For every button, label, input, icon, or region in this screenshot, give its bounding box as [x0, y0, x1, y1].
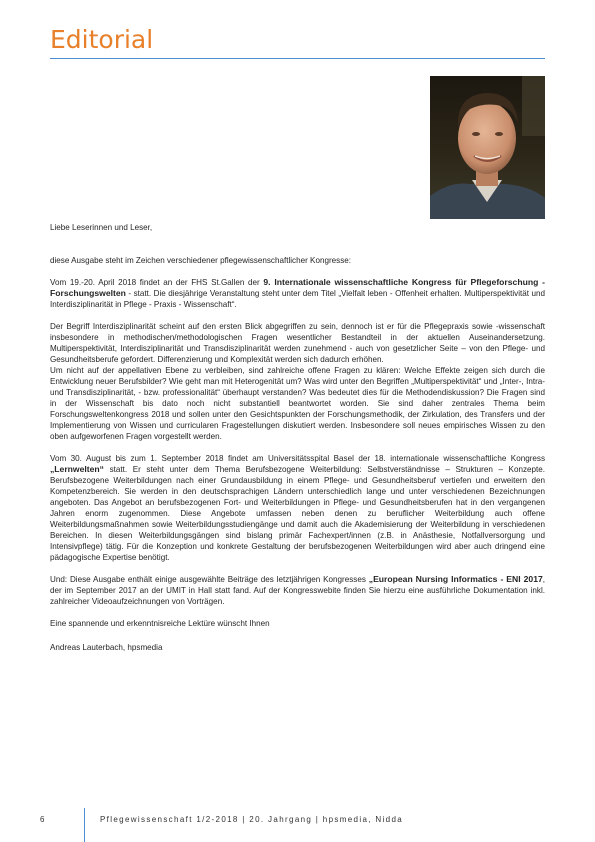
- running-footer: Pflegewissenschaft 1/2-2018 | 20. Jahrgang | hpsmedia, Nidda: [100, 815, 404, 824]
- paragraph-text: statt. Er steht unter dem Thema Berufsbezogene Weiterbildung: Selbstverständnisse – Strukturen – Konzepte. Berufsbezogene Weiterbildungen nach einer Grundausbildung in einem Pflege- und Gesundheitsberuf vertiefen und erweitern den Kompetenzbereich. Sie werden in den deutschsprachigen Ländern unterschiedlich lange und unter verschiedenen Bezeichnungen angeboten. Das Angebot an berufsbezogenen Fort- und Weiterbildungen in Pflege- und Gesundheitsberufen hat in den vergangenen Jahren enorm zugenommen. Diese Angebote umfassen neben denen zu beruflicher Weiterbildung auch offene Weiterbildungsmaßnahmen sowie Weiterbildungsstudiengänge und damit auch die Akademisierung der Weiterbildung in verschiedenen Bereichen. In diesen Weiterbildungsgängen sind bislang primär Fachexpert/innen (z.B. in Anästhesie, Notfallversorgung und Intensivpflege) tätig. Für die Konzeption und konkrete Gestaltung der berufsbezogenen Weiterbildungen wird aber auch dringend eine pädagogische Expertise benötigt.: [50, 465, 545, 562]
- congress-name: 9. Internationale wissenschaftliche Kongress für Pflegeforschung - Forschungswelten: [50, 277, 545, 298]
- paragraph-eni: [50, 574, 545, 607]
- paragraph-text: Und: Diese Ausgabe enthält einige ausgewählte Beiträge des letztjährigen Kongresses: [50, 575, 369, 584]
- congress-name: „Lernwelten“: [50, 464, 104, 474]
- footer-divider: [84, 808, 85, 842]
- paragraph-text: Vom 30. August bis zum 1. September 2018 findet am Universitätsspital Basel der 18. internationale wissenschaftliche Kongress: [50, 454, 545, 463]
- editorial-text: [50, 222, 545, 653]
- paragraph-forschungswelten: [50, 277, 545, 310]
- page-title: Editorial: [50, 25, 154, 54]
- paragraph-text: Vom 19.-20. April 2018 findet an der FHS St.Gallen der: [50, 278, 264, 287]
- salutation: Liebe Leserinnen und Leser,: [50, 223, 153, 232]
- signature: Andreas Lauterbach, hpsmedia: [50, 643, 163, 652]
- paragraph-text: , der im September 2017 an der UMIT in Hall statt fand. Auf der Kongresswebite finden Sie hierzu eine ausführliche Dokumentation inkl. zahlreicher Videoaufzeichnungen von Vorträgen.: [50, 575, 545, 606]
- intro-paragraph: diese Ausgabe steht im Zeichen verschiedener pflegewissenschaftlicher Kongresse:: [50, 256, 351, 265]
- author-portrait-photo: [430, 76, 545, 219]
- page-number: 6: [40, 815, 45, 824]
- paragraph-text: - statt. Die diesjährige Veranstaltung steht unter dem Titel „Vielfalt leben - Offenheit erhalten. Multiperspektivität und Interdisziplinarität in Pflege - Praxis - Wissenschaft“.: [50, 289, 545, 309]
- paragraph-open-questions: Um nicht auf der appellativen Ebene zu verbleiben, sind zahlreiche offene Fragen zu klären: Welche Effekte zeigen sich durch die Entwicklung neuer Berufsbilder? Wie geht man mit Heterogenität um? Was wird unter den Begriffen „Multiperspektivität“ und „Inter-, Intra- und Transdisziplinarität, - bzw. professionalität“ überhaupt verstanden? Was bedeutet dies für die Methodendiskussion? Die Fragen sind in der Wissenschaft bis dato noch nicht substantiell beantwortet worden. Sie sind daher zentrales Thema beim Forschungsweltenkongress 2018 und sollen unter den Gesichtspunkten der Forschungsmethodik, der Zirkulation, des Transfers und der Implementierung von Wissen und curricularen Fragestellungen diskutiert werden. Insbesondere soll neues empirisches Wissen zu den oben aufgeworfenen Fragen vorgestellt werden.: [50, 366, 545, 441]
- congress-name: „European Nursing Informatics - ENI 2017: [368, 574, 543, 584]
- paragraph-interdisziplinaritaet: Der Begriff Interdisziplinarität scheint auf den ersten Blick abgegriffen zu sein, dennoch ist er für die Pflegepraxis sowie -wissenschaft insbesondere in methodischen/methodologischen Fragen wesentlicher Bestandteil in der aktuellen Auseinandersetzung. Multiperspektivität, Interdisziplinarität und Transdisziplinarität werden zunehmend - auch von gesetzlicher Seite – von den Pflege- und Gesundheitsberufe gefordert. Differenzierung und Komplexität werden sich dadurch erhöhen.: [50, 322, 545, 364]
- title-divider: [50, 58, 545, 59]
- paragraph-lernwelten: [50, 453, 545, 563]
- closing-line: Eine spannende und erkenntnisreiche Lektüre wünscht Ihnen: [50, 619, 270, 628]
